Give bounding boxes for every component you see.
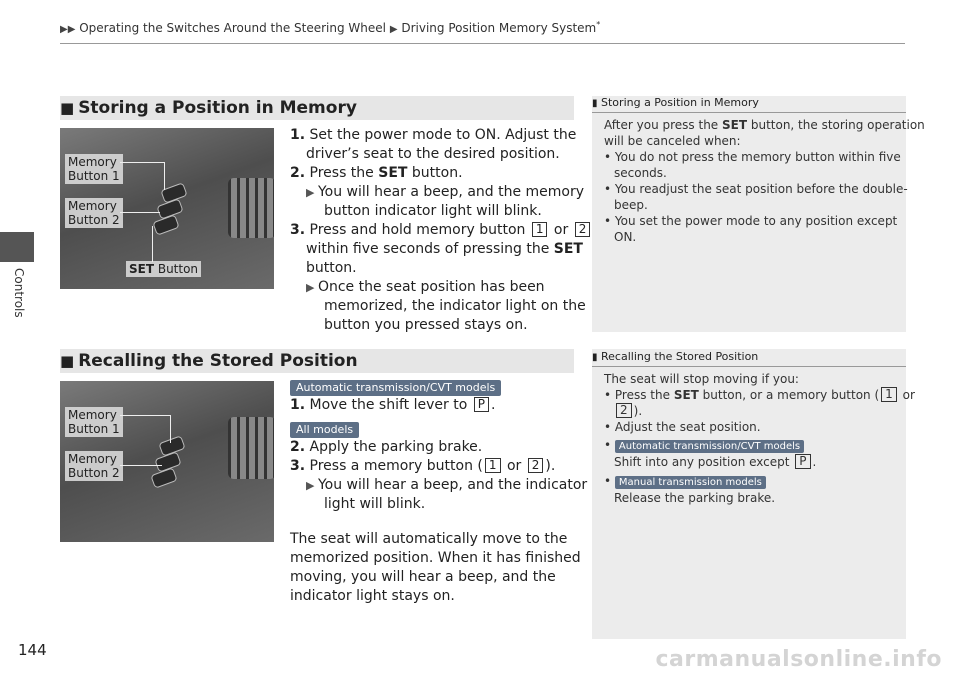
- header-divider: [60, 43, 905, 44]
- chevron-right-icon: ▶: [389, 24, 398, 35]
- section-title-storing: Storing a Position in Memory: [78, 98, 357, 118]
- note-icon: ▮: [592, 352, 598, 363]
- badge-manual-transmission: Manual transmission models: [615, 476, 766, 489]
- breadcrumb-item-memory-system[interactable]: Driving Position Memory System: [401, 21, 597, 35]
- key-2: 2: [575, 222, 591, 237]
- watermark: carmanualsonline.info: [655, 647, 942, 672]
- photo-storing: [60, 128, 274, 289]
- key-2: 2: [616, 403, 632, 418]
- side-tab-marker: [0, 232, 34, 262]
- breadcrumb-item-switches[interactable]: Operating the Switches Around the Steering Wheel: [79, 21, 386, 35]
- section-header-recalling: [60, 349, 574, 373]
- asterisk-mark: *: [596, 20, 601, 29]
- square-bullet-icon: ■: [60, 99, 75, 117]
- note-icon: ▮: [592, 98, 598, 109]
- section-title-recalling: Recalling the Stored Position: [78, 351, 358, 371]
- key-p: P: [474, 397, 489, 412]
- bullet-icon: •: [604, 438, 615, 452]
- key-1: 1: [881, 387, 897, 402]
- page-number: 144: [18, 641, 47, 659]
- label-memory-button-2: Memory Button 2: [65, 451, 123, 481]
- chevron-right-icon: ▶▶: [60, 24, 76, 35]
- key-p: P: [795, 454, 810, 469]
- bullet-icon: •: [604, 150, 615, 164]
- storing-steps: 1. Set the power mode to ON. Adjust the driver’s seat to the desired position. 2. Press the SET button. ▶ You will hear a beep, and the memory button indicator light will blink. 3. Press and hold memory button 1 or 2 within five seconds of pressing the SET button. ▶ Once the seat position has been memorized, the indicator light on the button you pressed stays on.: [290, 126, 580, 336]
- bullet-icon: •: [604, 182, 615, 196]
- section-header-storing: [60, 96, 574, 120]
- key-2: 2: [528, 458, 544, 473]
- side-tab-label: Controls: [12, 268, 26, 318]
- sub-step-arrow-icon: ▶: [306, 479, 318, 492]
- recalling-steps: 1. Move the shift lever to P . 2. Apply the parking brake. 3. Press a memory button ( 1 or 2 ). ▶ You will hear a beep, and the indicator light will blink. The seat will automatically move to the memorized position. When it has finished moving, you will hear a beep, and the indicator light stays on.: [290, 397, 588, 604]
- label-memory-button-2: Memory Button 2: [65, 198, 123, 228]
- bullet-icon: •: [604, 214, 615, 228]
- bullet-icon: •: [604, 474, 615, 488]
- sub-step-arrow-icon: ▶: [306, 281, 318, 294]
- badge-all-models: All models: [290, 422, 359, 438]
- bullet-icon: •: [604, 388, 615, 402]
- label-set-button: SET Button: [126, 261, 201, 277]
- square-bullet-icon: ■: [60, 352, 75, 370]
- badge-automatic-transmission: Automatic transmission/CVT models: [615, 440, 804, 453]
- key-1: 1: [532, 222, 548, 237]
- badge-automatic-transmission: Automatic transmission/CVT models: [290, 380, 501, 396]
- sub-step-arrow-icon: ▶: [306, 186, 318, 199]
- photo-recalling: [60, 381, 274, 542]
- label-memory-button-1: Memory Button 1: [65, 154, 123, 184]
- breadcrumb: [60, 20, 600, 35]
- bullet-icon: •: [604, 420, 615, 434]
- key-1: 1: [485, 458, 501, 473]
- note-head-storing: ▮ Storing a Position in Memory: [592, 96, 906, 113]
- label-memory-button-1: Memory Button 1: [65, 407, 123, 437]
- note-head-recalling: ▮ Recalling the Stored Position: [592, 350, 906, 367]
